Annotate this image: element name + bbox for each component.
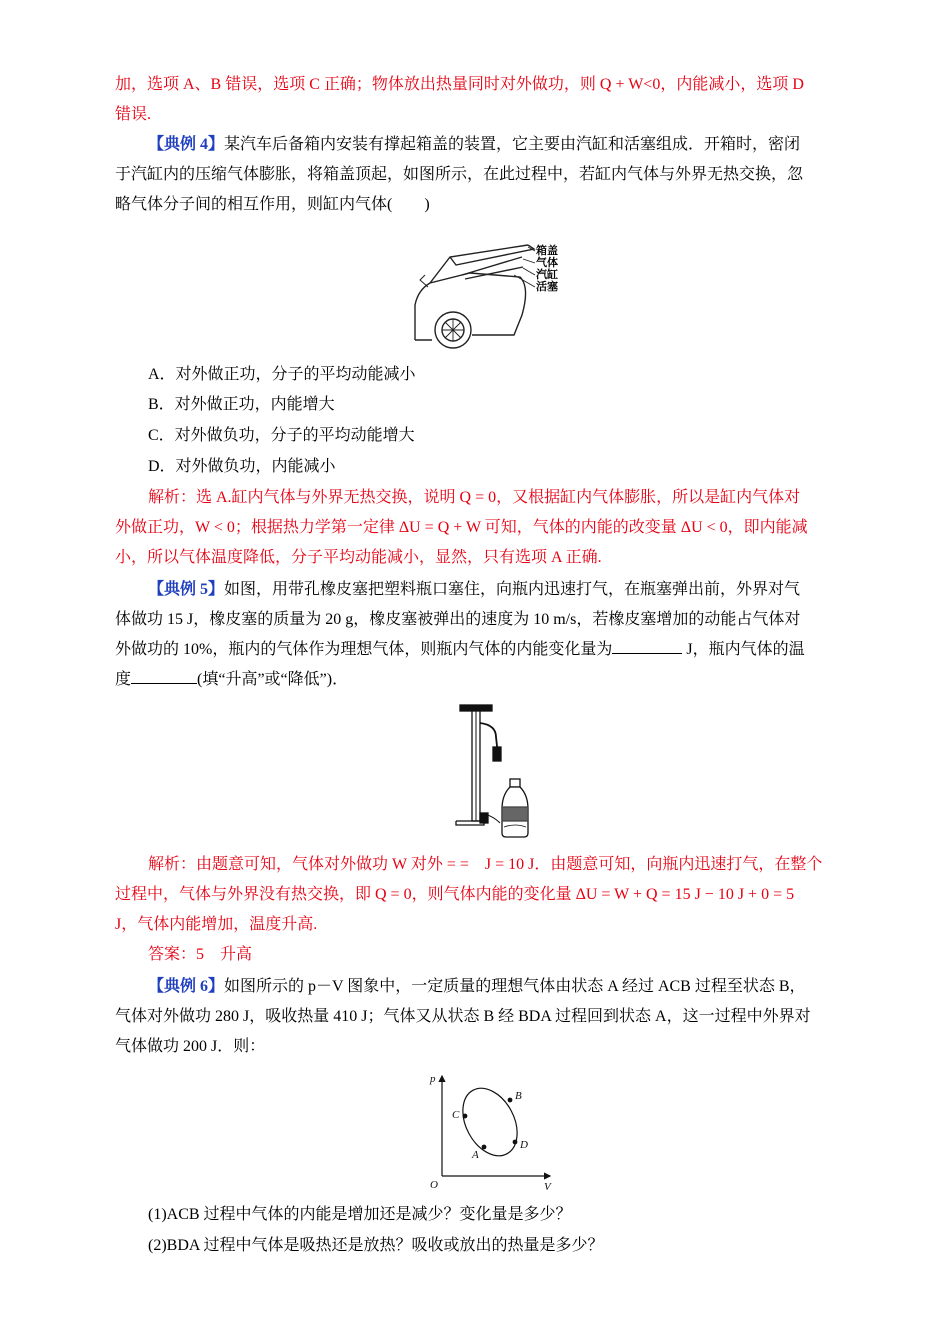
car-trunk-figure [410, 235, 570, 355]
question-2: (2)BDA 过程中气体是吸热还是放热？吸收或放出的热量是多少？ [148, 1237, 604, 1254]
example-5-answer: 答案：5 升高 [148, 946, 253, 963]
point-d [513, 1140, 518, 1145]
intro-line-1: 加，选项 A、B 错误，选项 C 正确；物体放出热量同时对外做功，则 Q + W<0，内能减小，选项 D [115, 76, 804, 93]
origin-label: O [430, 1179, 438, 1191]
axis-v-label: V [544, 1181, 551, 1193]
label-xianggai: 箱盖 [536, 245, 558, 257]
example-4-line-3: 略气体分子间的相互作用，则缸内气体( ) [115, 196, 430, 213]
example-5-text-3b: J，瓶内气体的温 [682, 641, 805, 658]
example-6-line-1 [148, 972, 873, 1002]
example-4-line-1 [148, 130, 873, 160]
option-d: D．对外做负功，内能减小 [148, 458, 336, 475]
example-5-solution-1: 解析：由题意可知，气体对外做功 W 对外 = = J = 10 J．由题意可知，向瓶内迅速打气，在整个 [148, 856, 823, 873]
question-1: (1)ACB 过程中气体的内能是增加还是减少？变化量是多少？ [148, 1206, 572, 1223]
example-5-text-4b: (填“升高”或“降低”)． [197, 671, 349, 688]
example-5-line-4 [115, 665, 840, 695]
example-5-text-3a: 外做功的 10%，瓶内的气体作为理想气体，则瓶内气体的内能变化量为 [115, 641, 613, 658]
pv-graph-figure [420, 1068, 560, 1193]
label-d: D [520, 1139, 528, 1151]
point-a [482, 1145, 487, 1150]
point-c [463, 1114, 468, 1119]
option-a: A．对外做正功，分子的平均动能减小 [148, 366, 416, 383]
example-5-line-3 [115, 635, 840, 665]
example-4-line-2: 于汽缸内的压缩气体膨胀，将箱盖顶起，如图所示，在此过程中，若缸内气体与外界无热交换，忽 [115, 166, 804, 183]
option-b: B．对外做正功，内能增大 [148, 396, 335, 413]
label-c: C [452, 1109, 460, 1121]
example-6-line-3: 气体做功 200 J．则： [115, 1038, 266, 1055]
example-5-line-2: 体做功 15 J，橡皮塞的质量为 20 g，橡皮塞被弹出的速度为 10 m/s，若橡皮塞增加的动能占气体对 [115, 611, 801, 628]
example-5-solution-2: 过程中，气体与外界没有热交换，即 Q = 0，则气体内能的变化量 ΔU = W + Q = 15 J − 10 J + 0 = 5 [115, 886, 795, 903]
example-6-tag: 【典例 6】 [148, 978, 225, 995]
example-6-line-2: 气体对外做功 280 J，吸收热量 410 J；气体又从状态 B 经 BDA 过程回到状态 A，这一过程中外界对 [115, 1008, 811, 1025]
pump-bottle-figure [452, 703, 542, 843]
intro-line-2: 错误. [115, 106, 152, 123]
example-4-solution-3: 小，所以气体温度降低，分子平均动能减小，显然，只有选项 A 正确. [115, 549, 602, 566]
label-qiti: 气体 [536, 257, 558, 269]
label-a: A [472, 1149, 479, 1161]
label-qigang: 汽缸 [536, 269, 558, 281]
example-5-text-1: 如图，用带孔橡皮塞把塑料瓶口塞住，向瓶内迅速打气，在瓶塞弹出前，外界对气 [224, 581, 801, 598]
example-5-line-1 [148, 575, 873, 605]
point-b [508, 1098, 513, 1103]
internal-energy-blank [612, 639, 682, 654]
temperature-blank [131, 669, 197, 684]
example-5-solution-3: J，气体内能增加，温度升高. [115, 916, 318, 933]
label-huosai: 活塞 [536, 281, 558, 293]
example-4-text-1: 某汽车后备箱内安装有撑起箱盖的装置，它主要由汽缸和活塞组成．开箱时，密闭 [224, 136, 801, 153]
example-5-text-4a: 度 [115, 671, 132, 688]
example-4-solution-2: 外做正功，W < 0；根据热力学第一定律 ΔU = Q + W 可知，气体的内能的改变量 ΔU < 0，即内能减 [115, 519, 808, 536]
axis-p-label: p [430, 1073, 436, 1085]
option-c: C．对外做负功，分子的平均动能增大 [148, 427, 415, 444]
label-b: B [515, 1090, 522, 1102]
example-4-solution-1: 解析：选 A.缸内气体与外界无热交换，说明 Q = 0，又根据缸内气体膨胀，所以是缸内气体对 [148, 489, 801, 506]
example-6-text-1: 如图所示的 p－V 图象中，一定质量的理想气体由状态 A 经过 ACB 过程至状态 B， [224, 978, 806, 995]
example-4-tag: 【典例 4】 [148, 136, 225, 153]
example-5-tag: 【典例 5】 [148, 581, 225, 598]
